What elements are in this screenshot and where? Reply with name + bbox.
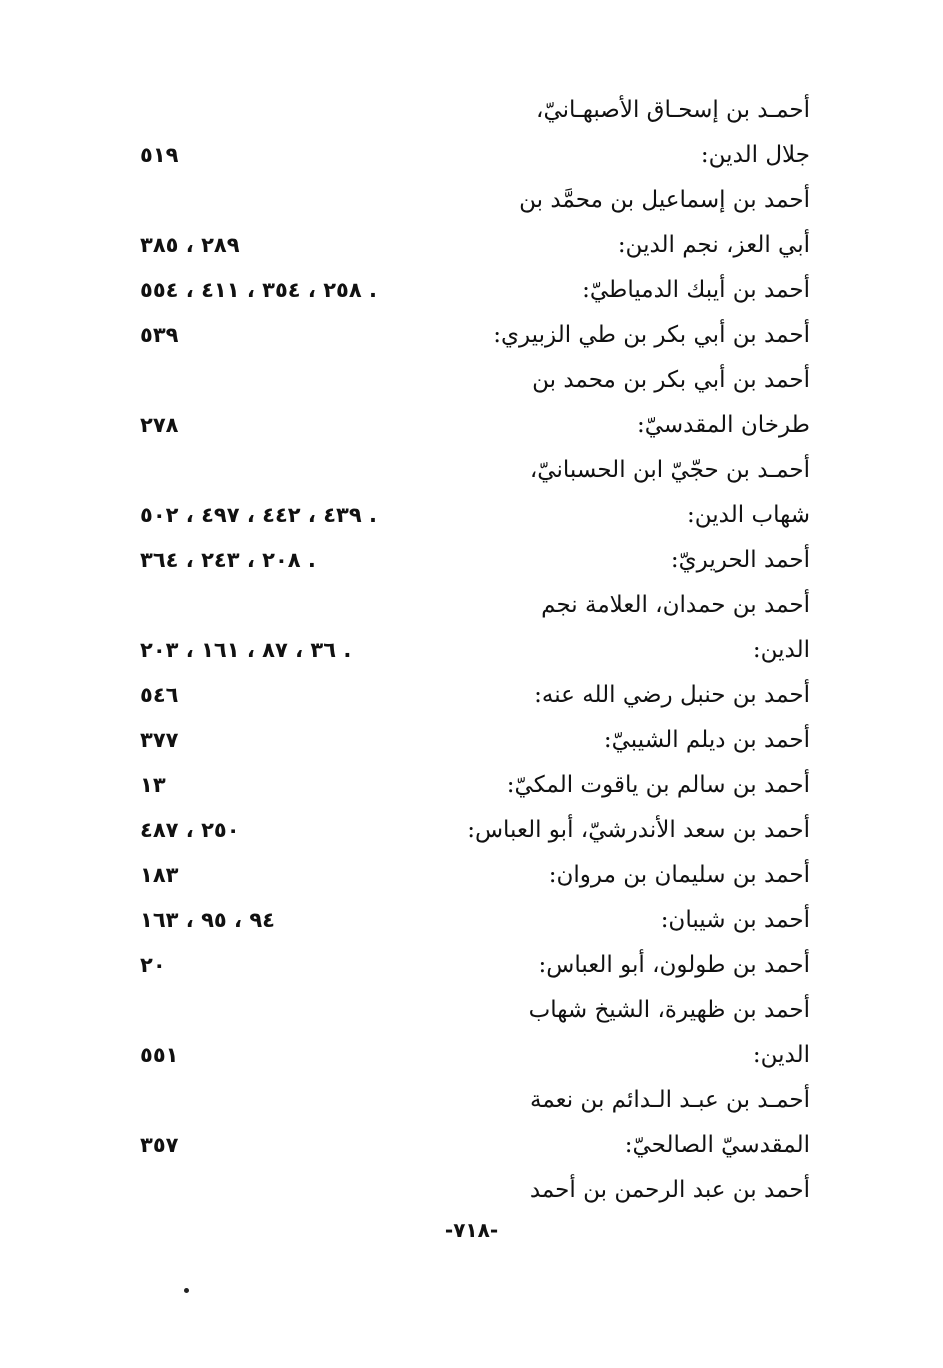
entry-pages: ٥٣٩ bbox=[140, 323, 179, 347]
index-entry bbox=[120, 133, 810, 178]
index-list bbox=[120, 88, 810, 1213]
index-entry bbox=[120, 583, 810, 628]
index-entry bbox=[120, 1123, 810, 1168]
entry-name: أحمد بن سعد الأندرشيّ، أبو العباس: bbox=[467, 817, 810, 843]
entry-pages: ٩٤ ، ٩٥ ، ١٦٣ bbox=[140, 908, 275, 932]
entry-name: أحمـد بن حجّيّ ابن الحسبانيّ، bbox=[529, 457, 810, 483]
index-entry bbox=[120, 358, 810, 403]
entry-name: الدين: bbox=[752, 1042, 810, 1068]
entry-pages: ٢٨٩ ، ٣٨٥ bbox=[140, 233, 240, 257]
entry-name: جلال الدين: bbox=[700, 142, 810, 168]
entry-pages: ٥١٩ bbox=[140, 143, 179, 167]
entry-name: أحمد بن أبي بكر بن محمد بن bbox=[532, 367, 810, 393]
entry-name: أحمد بن حنبل رضي الله عنه: bbox=[534, 682, 810, 708]
index-entry bbox=[120, 538, 810, 583]
entry-name: المقدسيّ الصالحيّ: bbox=[624, 1132, 810, 1158]
entry-pages: ١٣ bbox=[140, 773, 166, 797]
entry-name: أحمد بن أبي بكر بن طي الزبيري: bbox=[493, 322, 810, 348]
index-entry bbox=[120, 673, 810, 718]
page-number: -٧١٨- bbox=[444, 1218, 499, 1242]
index-entry bbox=[120, 1078, 810, 1123]
entry-name: أحمد بن شيبان: bbox=[660, 907, 810, 933]
index-entry bbox=[120, 628, 810, 673]
index-entry bbox=[120, 943, 810, 988]
entry-pages: ١٨٣ bbox=[140, 863, 179, 887]
index-entry bbox=[120, 718, 810, 763]
entry-name: أحمد بن حمدان، العلامة نجم bbox=[541, 592, 810, 618]
index-entry bbox=[120, 988, 810, 1033]
index-entry bbox=[120, 853, 810, 898]
entry-name: أحمـد بن إسحـاق الأصبهـانيّ، bbox=[536, 97, 810, 123]
entry-name: أحمد بن أيبك الدمياطيّ: bbox=[582, 277, 810, 303]
ink-speck bbox=[184, 1288, 189, 1293]
entry-pages: ٢٠ bbox=[140, 953, 166, 977]
entry-pages: ٣٦ ، ٨٧ ، ١٦١ ، ٢٠٣ . bbox=[140, 638, 352, 662]
index-entry bbox=[120, 178, 810, 223]
entry-pages: ٥٥١ bbox=[140, 1043, 179, 1067]
index-entry bbox=[120, 808, 810, 853]
index-entry bbox=[120, 448, 810, 493]
entry-pages: ٢٧٨ bbox=[140, 413, 179, 437]
entry-pages: ٢٥٨ ، ٣٥٤ ، ٤١١ ، ٥٥٤ . bbox=[140, 278, 377, 302]
entry-name: الدين: bbox=[752, 637, 810, 663]
index-entry bbox=[120, 898, 810, 943]
entry-name: أحمد بن سليمان بن مروان: bbox=[548, 862, 810, 888]
entry-name: أحمد بن إسماعيل بن محمَّد بن bbox=[519, 187, 810, 213]
index-entry bbox=[120, 88, 810, 133]
entry-name: أحمد بن ديلم الشيبيّ: bbox=[603, 727, 810, 753]
index-entry bbox=[120, 403, 810, 448]
entry-name: أحمد بن طولون، أبو العباس: bbox=[538, 952, 810, 978]
entry-pages: ٢٥٠ ، ٤٨٧ bbox=[140, 818, 240, 842]
entry-name: أحمد الحريريّ: bbox=[670, 547, 810, 573]
index-entry bbox=[120, 763, 810, 808]
entry-name: أحمد بن ظهيرة، الشيخ شهاب bbox=[528, 997, 810, 1023]
index-entry bbox=[120, 1168, 810, 1213]
entry-name: أحمد بن سالم بن ياقوت المكيّ: bbox=[506, 772, 810, 798]
index-entry bbox=[120, 268, 810, 313]
index-entry bbox=[120, 1033, 810, 1078]
entry-pages: ٥٤٦ bbox=[140, 683, 179, 707]
entry-name: شهاب الدين: bbox=[687, 502, 810, 528]
entry-pages: ٤٣٩ ، ٤٤٢ ، ٤٩٧ ، ٥٠٢ . bbox=[140, 503, 377, 527]
entry-name: أحمـد بن عبـد الـدائم بن نعمة bbox=[530, 1087, 810, 1113]
entry-name: أبي العز، نجم الدين: bbox=[617, 232, 810, 258]
entry-name: طرخان المقدسيّ: bbox=[636, 412, 810, 438]
entry-pages: ٢٠٨ ، ٢٤٣ ، ٣٦٤ . bbox=[140, 548, 316, 572]
entry-pages: ٣٥٧ bbox=[140, 1133, 179, 1157]
entry-name: أحمد بن عبد الرحمن بن أحمد bbox=[529, 1177, 810, 1203]
index-entry bbox=[120, 493, 810, 538]
index-entry bbox=[120, 223, 810, 268]
index-entry bbox=[120, 313, 810, 358]
entry-pages: ٣٧٧ bbox=[140, 728, 179, 752]
